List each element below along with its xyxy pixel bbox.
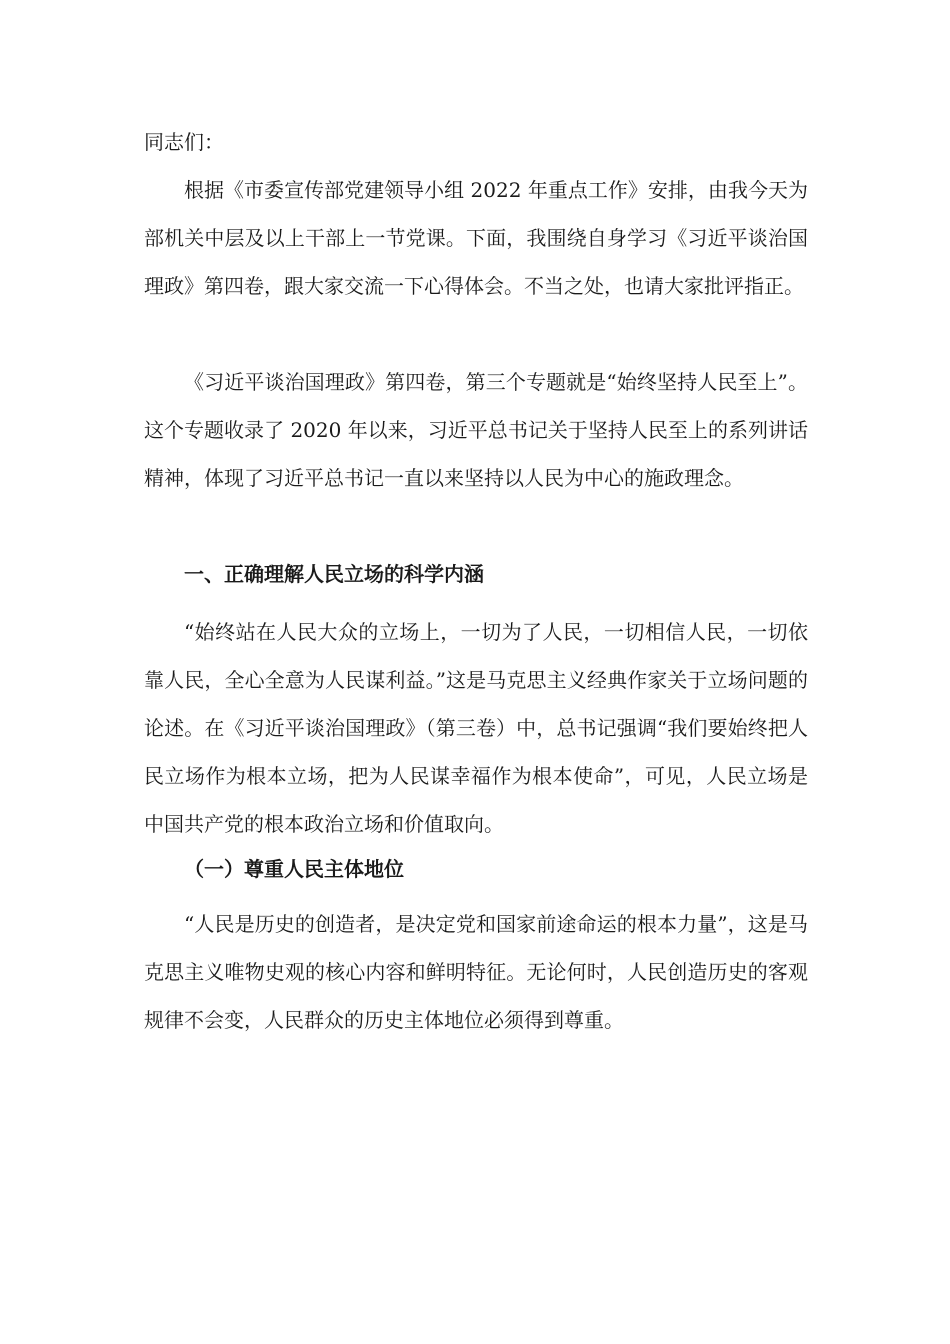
paragraph-historical-role: “人民是历史的创造者，是决定党和国家前途命运的根本力量”，这是马克思主义唯物史观的核心内容和鲜明特征。无论何时，人民创造历史的客观规律不会变，人民群众的历史主体地位必须得到尊重。 — [144, 912, 808, 1032]
section-heading-1: 一、正确理解人民立场的科学内涵 — [184, 562, 484, 586]
paragraph-intro: 根据《市委宣传部党建领导小组 2022 年重点工作》安排，由我今天为部机关中层及以上干部上一节党课。下面，我围绕自身学习《习近平谈治国理政》第四卷，跟大家交流一下心得体会。不当之处，也请大家批评指正。 — [144, 178, 808, 298]
paragraph-people-stance: “始终站在人民大众的立场上，一切为了人民，一切相信人民，一切依靠人民，全心全意为人民谋利益。”这是马克思主义经典作家关于立场问题的论述。在《习近平谈治国理政》（第三卷）中，总书记强调“我们要始终把人民立场作为根本立场，把为人民谋幸福作为根本使命”，可见，人民立场是中国共产党的根本政治立场和价值取向。 — [144, 620, 808, 836]
paragraph-topic: 《习近平谈治国理政》第四卷，第三个专题就是“始终坚持人民至上”。这个专题收录了 2020 年以来，习近平总书记关于坚持人民至上的系列讲话精神，体现了习近平总书记一直以来坚持以人民为中心的施政理念。 — [144, 370, 808, 490]
salutation: 同志们： — [144, 130, 224, 154]
subsection-heading-1: （一）尊重人民主体地位 — [184, 857, 404, 881]
